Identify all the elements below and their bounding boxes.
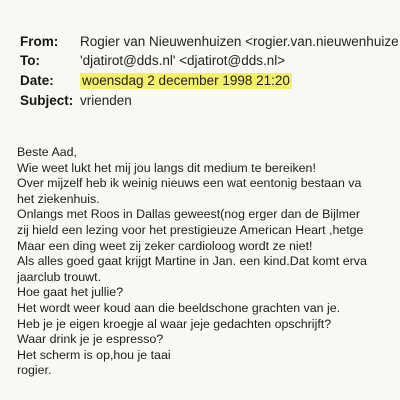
subject-value: vrienden [80, 93, 132, 108]
body-line: Als alles goed gaat krijgt Martine in Jan. een kind.Dat komt erva [17, 254, 367, 269]
date-label: Date: [20, 73, 54, 88]
body-line: Hoe gaat het jullie? [17, 285, 124, 300]
date-value-highlighted: woensdag 2 december 1998 21:20 [82, 73, 290, 88]
body-line: Wie weet lukt het mij jou langs dit medium te bereiken! [17, 160, 316, 175]
body-line: het ziekenhuis. [17, 191, 100, 206]
subject-label: Subject: [20, 93, 74, 108]
from-label: From: [20, 34, 59, 49]
body-line: Waar drink je je espresso? [17, 332, 164, 347]
to-label: To: [20, 53, 40, 68]
body-line: Over mijzelf heb ik weinig nieuws een wat eentonig bestaan va [17, 176, 362, 191]
body-line: Het scherm is op,hou je taai [17, 347, 171, 362]
to-value: 'djatirot@dds.nl' <djatirot@dds.nl> [80, 53, 286, 68]
body-line: Het wordt weer koud aan die beeldschone grachten van je. [17, 300, 341, 315]
body-line: rogier. [17, 363, 52, 378]
email-body [17, 145, 400, 379]
body-line: Maar een ding weet zij zeker cardioloog wordt ze niet! [17, 238, 313, 253]
from-value: Rogier van Nieuwenhuizen <rogier.van.nieuwenhuize [80, 34, 399, 49]
body-line: zij hield een lezing voor het prestigieuze American Heart ,hetge [17, 222, 364, 237]
body-line: Onlangs met Roos in Dallas geweest(nog erger dan de Bijlmer [17, 207, 360, 222]
body-line: Beste Aad, [17, 145, 77, 159]
body-line: Heb je je eigen kroegje al waar jeje gedachten opschrijft? [17, 316, 332, 331]
body-line: jaarclub trouwt. [17, 269, 102, 284]
